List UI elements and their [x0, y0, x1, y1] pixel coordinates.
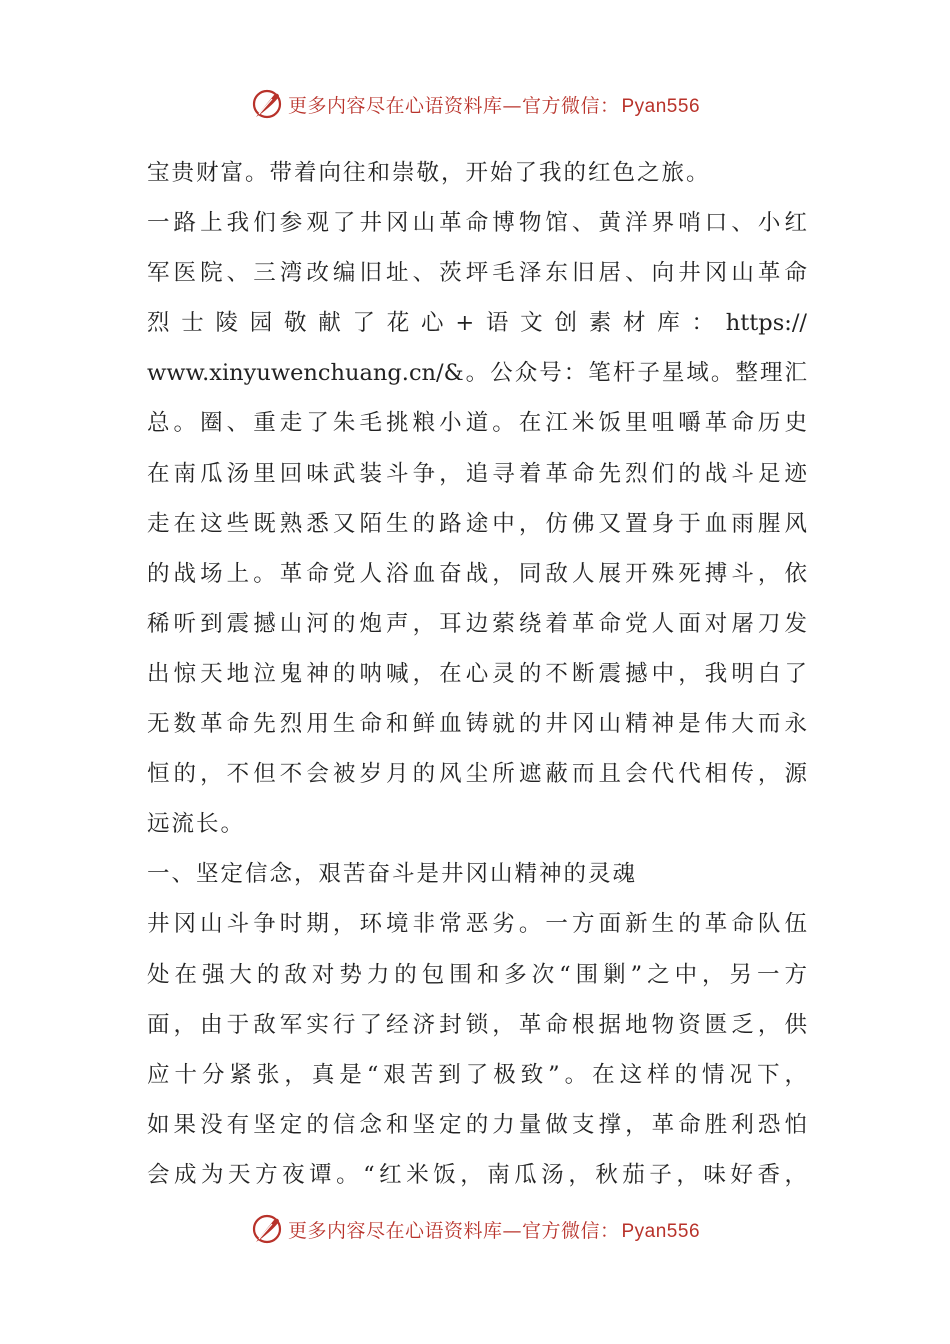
- body-line: 烈士陵园敬献了花心+语文创素材库：https://: [147, 310, 807, 337]
- body-line: 面，由于敌军实行了经济封锁，革命根据地物资匮乏，供: [147, 1011, 807, 1038]
- section-heading: 一、坚定信念，艰苦奋斗是井冈山精神的灵魂: [147, 861, 638, 888]
- body-line: 出惊天地泣鬼神的呐喊，在心灵的不断震撼中，我明白了: [147, 660, 807, 687]
- body-line: 的战场上。革命党人浴血奋战，同敌人展开殊死搏斗，依: [147, 560, 807, 587]
- footer-banner: [0, 1211, 950, 1247]
- header-banner: [0, 86, 950, 122]
- document-body: [147, 148, 807, 1200]
- body-line: 处在强大的敌对势力的包围和多次“围剿”之中，另一方: [147, 961, 807, 988]
- banner-wechat-id: Pyan556: [621, 1220, 701, 1242]
- quill-logo-icon: [250, 1212, 284, 1246]
- banner-wechat-label: 官方微信：: [521, 94, 620, 117]
- body-line: 军医院、三湾改编旧址、茨坪毛泽东旧居、向井冈山革命: [147, 260, 807, 287]
- banner-brand: 更多内容尽在心语资料库—: [287, 1219, 522, 1242]
- banner-wechat-label: 官方微信：: [521, 1219, 620, 1242]
- body-line: 稀听到震撼山河的炮声，耳边萦绕着革命党人面对屠刀发: [147, 610, 807, 637]
- body-line: 无数革命先烈用生命和鲜血铸就的井冈山精神是伟大而永: [147, 711, 807, 738]
- body-line: 应十分紧张，真是“艰苦到了极致”。在这样的情况下，: [147, 1061, 807, 1088]
- body-line: 在南瓜汤里回味武装斗争，追寻着革命先烈们的战斗足迹: [147, 460, 807, 487]
- banner-text: [288, 1216, 700, 1243]
- banner-text: [288, 91, 700, 118]
- body-line: 一路上我们参观了井冈山革命博物馆、黄洋界哨口、小红: [147, 210, 807, 237]
- body-line: 远流长。: [147, 811, 246, 838]
- banner-brand: 更多内容尽在心语资料库—: [287, 94, 522, 117]
- quill-logo-icon: [250, 87, 284, 121]
- body-line: 会成为天方夜谭。“红米饭，南瓜汤，秋茄子，味好香，: [147, 1161, 807, 1188]
- body-line: 井冈山斗争时期，环境非常恶劣。一方面新生的革命队伍: [147, 911, 807, 938]
- body-line: www.xinyuwenchuang.cn/&。公众号：笔杆子星域。整理汇: [147, 360, 807, 387]
- body-line: 宝贵财富。带着向往和崇敬，开始了我的红色之旅。: [147, 160, 711, 186]
- body-line: 如果没有坚定的信念和坚定的力量做支撑，革命胜利恐怕: [147, 1111, 807, 1138]
- banner-wechat-id: Pyan556: [621, 95, 701, 117]
- body-line: 走在这些既熟悉又陌生的路途中，仿佛又置身于血雨腥风: [147, 510, 807, 537]
- body-line: 总。圈、重走了朱毛挑粮小道。在江米饭里咀嚼革命历史: [147, 410, 807, 437]
- body-line: 恒的，不但不会被岁月的风尘所遮蔽而且会代代相传，源: [147, 761, 807, 788]
